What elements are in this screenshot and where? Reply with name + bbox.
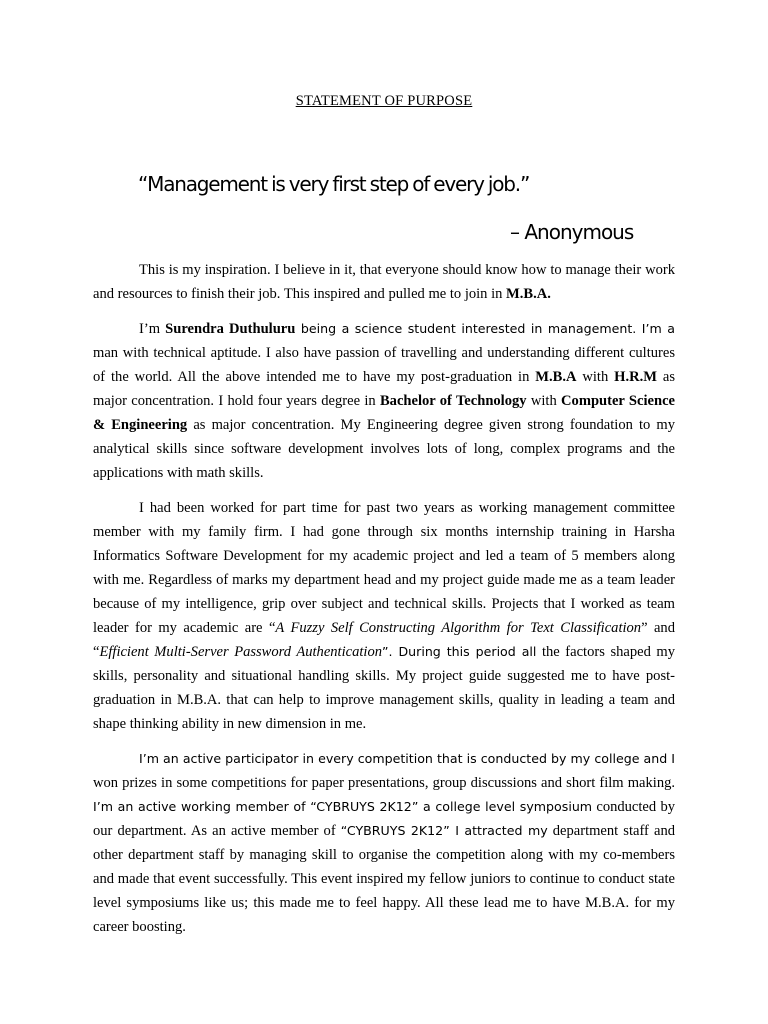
paragraph-text: department staff and other department staff by managing skill to organise the competition along with my co-members and made that event successfully. This event inspired my fellow juniors to continue to conduct state level symposiums like us; this made me to feel happy. All these lead me to have M.B.A. for my career boosting. — [93, 823, 676, 935]
paragraph-inspiration — [93, 258, 675, 306]
paragraph-text: man with technical aptitude. I also have passion of travelling and understanding different cultures of the world. All the above intended me to have my post-graduation in — [93, 345, 675, 385]
paragraph-experience — [93, 496, 675, 736]
mba-highlight: M.B.A — [535, 369, 577, 385]
hrm-highlight: H.R.M — [614, 369, 657, 385]
paragraph-activities — [93, 747, 675, 939]
paragraph-text: I’m an active working member of “CYBRUYS 2K12” a college level symposium — [93, 799, 593, 814]
paragraph-text: with — [526, 393, 562, 409]
paragraph-background — [93, 317, 675, 485]
page-title: STATEMENT OF PURPOSE — [295, 93, 473, 109]
mba-highlight: M.B.A. — [506, 286, 551, 302]
paragraph-text: conducted by our department. As an active member of — [93, 799, 675, 839]
opening-quote: “Management is very first step of every job.” — [138, 172, 530, 196]
body-text — [93, 258, 675, 950]
paragraph-text: the factors shaped my skills, personality and situational handling skills. My project guide suggested me to have post-graduation in M.B.A. that can help to improve management skills, quality in leading a team and shape thinking ability in new dimension in me. — [93, 644, 675, 732]
project-title: Efficient Multi-Server Password Authentication — [99, 644, 383, 660]
paragraph-text: as major concentration. My Engineering degree given strong foundation to my analytical skills since software development involves lots of long, complex programs and the applications with math skills. — [93, 417, 676, 481]
paragraph-text: as major concentration. I hold four years degree in — [93, 369, 675, 409]
paragraph-text: I had been worked for part time for past two years as working management committee member with my family firm. I had gone through six months internship training in Harsha Informatics Software Development for my academic project and led a team of 5 members along with me. Regardless of marks my department head and my project guide made me as a team leader because of my intelligence, grip over subject and technical skills. Projects that I worked as team leader for my academic are “ — [93, 500, 675, 636]
degree-highlight: Bachelor of Technology — [379, 393, 527, 409]
paragraph-text: “CYBRUYS 2K12” I attracted my — [340, 823, 548, 838]
applicant-name: Surendra Duthuluru — [165, 321, 296, 337]
paragraph-text: This is my inspiration. I believe in it, that everyone should know how to manage their work and resources to finish their job. This inspired and pulled me to join in — [93, 262, 675, 302]
paragraph-text: I’m an active participator in every competition that is conducted by my college and I — [139, 751, 675, 766]
paragraph-text: I’m — [139, 321, 166, 337]
paragraph-text: ” and “ — [93, 620, 675, 660]
paragraph-text: with — [576, 369, 615, 385]
field-highlight: Computer Science & Engineering — [93, 393, 675, 433]
paragraph-text: won prizes in some competitions for paper presentations, group discussions and short film making. — [93, 775, 675, 791]
paragraph-text: ”. During this period all — [382, 644, 537, 659]
paragraph-text: being a science student interested in management. I’m a — [295, 321, 675, 336]
quote-author: – Anonymous — [510, 220, 634, 244]
project-title: A Fuzzy Self Constructing Algorithm for Text Classification — [275, 620, 642, 636]
